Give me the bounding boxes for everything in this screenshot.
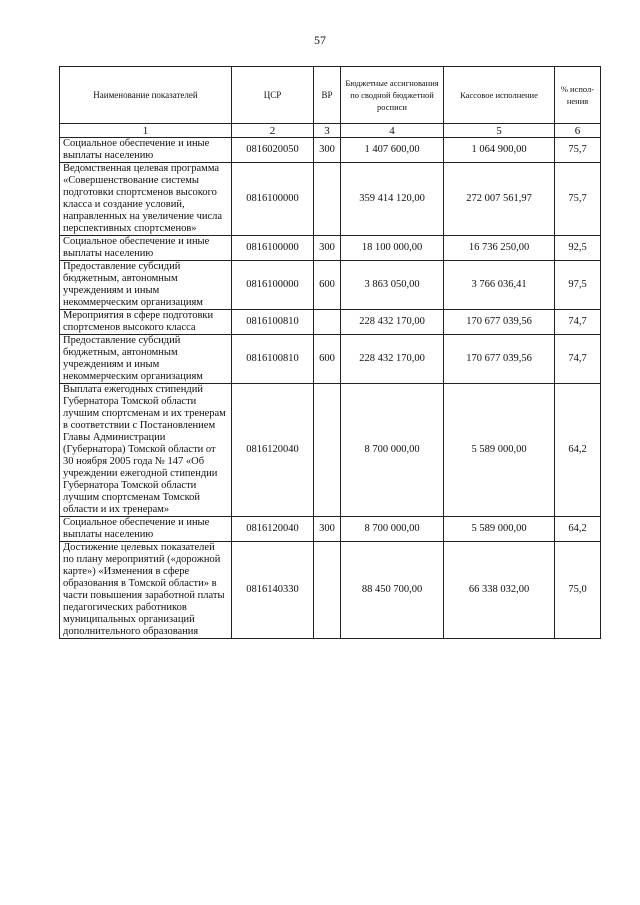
row-pct: 75,0 [555,542,601,639]
table-row [60,138,601,163]
page-number: 57 [314,33,326,47]
table-row [60,236,601,261]
row-name: Предоставление субсидий бюджетным, автономным учреждениям и иным некоммерческим организациям [60,261,232,310]
row-pct: 74,7 [555,310,601,335]
row-cash: 16 736 250,00 [444,236,555,261]
row-budget: 8 700 000,00 [341,384,444,517]
column-number-row [60,124,601,138]
row-pct: 75,7 [555,138,601,163]
row-name: Мероприятия в сфере подготовки спортсменов высокого класса [60,310,232,335]
column-number: 6 [555,124,601,138]
row-cash: 170 677 039,56 [444,310,555,335]
row-vr: 600 [314,335,341,384]
row-name: Социальное обеспечение и иные выплаты населению [60,138,232,163]
budget-execution-table [59,66,601,639]
row-budget: 359 414 120,00 [341,163,444,236]
row-budget: 3 863 050,00 [341,261,444,310]
column-number: 5 [444,124,555,138]
row-name: Социальное обеспечение и иные выплаты населению [60,517,232,542]
table-row [60,163,601,236]
row-budget: 18 100 000,00 [341,236,444,261]
row-vr [314,310,341,335]
row-cash: 1 064 900,00 [444,138,555,163]
table-row [60,335,601,384]
header-vr: ВР [314,67,341,124]
row-vr [314,163,341,236]
row-csr: 0816120040 [232,517,314,542]
row-vr: 600 [314,261,341,310]
row-pct: 64,2 [555,384,601,517]
row-csr: 0816100810 [232,335,314,384]
row-pct: 92,5 [555,236,601,261]
column-number: 2 [232,124,314,138]
row-name: Выплата ежегодных стипендий Губернатора Томской области лучшим спортсменам и их тренерам в соответствии с Постановлением Главы Администрации (Губернатора) Томской области от 30 ноября 2005 года № 147 «Об учреждении ежегодной стипендии Губернатора Томской области лучшим спортсменам Томской области и их тренерам» [60,384,232,517]
row-vr: 300 [314,138,341,163]
table-row [60,384,601,517]
row-pct: 75,7 [555,163,601,236]
row-pct: 64,2 [555,517,601,542]
table-row [60,261,601,310]
row-cash: 3 766 036,41 [444,261,555,310]
row-cash: 272 007 561,97 [444,163,555,236]
row-cash: 5 589 000,00 [444,384,555,517]
row-csr: 0816140330 [232,542,314,639]
table-row [60,517,601,542]
header-csr: ЦСР [232,67,314,124]
row-vr [314,384,341,517]
row-pct: 97,5 [555,261,601,310]
row-budget: 228 432 170,00 [341,335,444,384]
row-csr: 0816120040 [232,384,314,517]
row-csr: 0816020050 [232,138,314,163]
column-number: 1 [60,124,232,138]
header-cash: Кассовое исполнение [444,67,555,124]
row-vr: 300 [314,517,341,542]
row-pct: 74,7 [555,335,601,384]
row-vr [314,542,341,639]
row-csr: 0816100000 [232,236,314,261]
row-vr: 300 [314,236,341,261]
table-row [60,310,601,335]
row-cash: 170 677 039,56 [444,335,555,384]
header-budget: Бюджетные ассигнования по сводной бюджетной росписи [341,67,444,124]
row-budget: 228 432 170,00 [341,310,444,335]
row-cash: 5 589 000,00 [444,517,555,542]
row-cash: 66 338 032,00 [444,542,555,639]
table-row [60,542,601,639]
row-budget: 8 700 000,00 [341,517,444,542]
row-csr: 0816100810 [232,310,314,335]
column-number: 3 [314,124,341,138]
row-name: Ведомственная целевая программа «Совершенствование системы подготовки спортсменов высокого класса и создание условий, направленных на увеличение числа перспективных спортсменов» [60,163,232,236]
column-number: 4 [341,124,444,138]
row-name: Достижение целевых показателей по плану мероприятий («дорожной карте») «Изменения в сфере образования в Томской области» в части повышения заработной платы педагогических работников муниципальных организаций дополнительного образования [60,542,232,639]
row-csr: 0816100000 [232,261,314,310]
row-budget: 1 407 600,00 [341,138,444,163]
row-name: Социальное обеспечение и иные выплаты населению [60,236,232,261]
row-budget: 88 450 700,00 [341,542,444,639]
row-name: Предоставление субсидий бюджетным, автономным учреждениям и иным некоммерческим организациям [60,335,232,384]
header-pct: % испол-нения [555,67,601,124]
header-row [60,67,601,124]
header-name: Наименование показателей [60,67,232,124]
row-csr: 0816100000 [232,163,314,236]
